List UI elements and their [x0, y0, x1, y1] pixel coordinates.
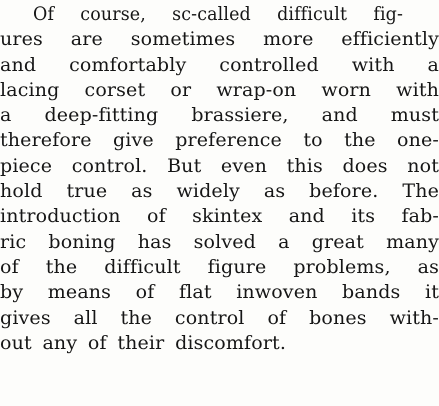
- text-line-14: out any of their discomfort.: [0, 331, 287, 354]
- text-line-11: of the difficult figure problems, as: [0, 255, 439, 278]
- text-line-1: Of course, sc-called difficult fig-: [33, 3, 404, 25]
- text-line-7: piece control. But even this does not: [0, 154, 439, 177]
- text-line-13: gives all the control of bones with-: [0, 306, 439, 329]
- text-line-4: lacing corset or wrap-on worn with: [0, 78, 439, 101]
- text-line-3: and comfortably controlled with a: [0, 53, 439, 76]
- text-line-2: ures are sometimes more efficiently: [0, 28, 439, 51]
- text-line-9: introduction of skintex and its fab-: [0, 205, 439, 228]
- text-line-5: a deep-fitting brassiere, and must: [0, 104, 439, 127]
- text-line-8: hold true as widely as before. The: [0, 180, 439, 203]
- paragraph: [0, 2, 439, 356]
- text-line-12: by means of flat inwoven bands it: [0, 281, 439, 304]
- text-line-10: ric boning has solved a great many: [0, 230, 439, 253]
- text-line-6: therefore give preference to the one-: [0, 129, 439, 152]
